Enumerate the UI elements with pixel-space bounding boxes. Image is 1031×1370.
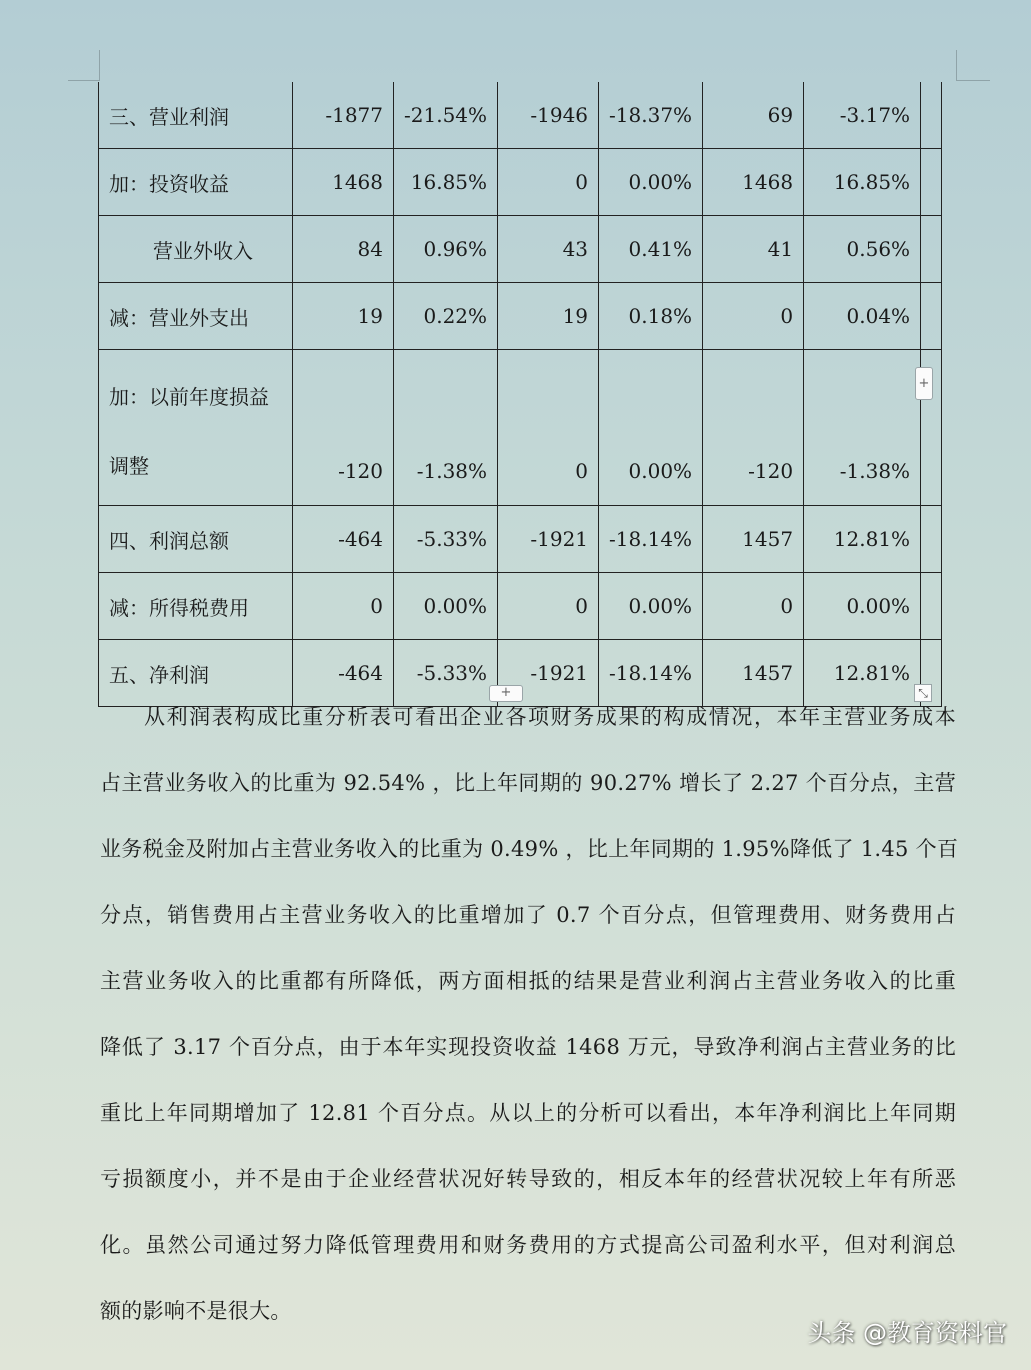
row-label: 三、营业利润 — [99, 82, 293, 149]
paragraph-line: 占主营业务收入的比重为 92.54% ，比上年同期的 90.27% 增长了 2.27 个百分点，主营 — [100, 771, 956, 795]
table-cell: 0 — [293, 573, 394, 640]
table-row — [99, 82, 942, 149]
table-cell: 16.85% — [804, 149, 921, 216]
table-cell: 0 — [703, 573, 804, 640]
table-cell: -1946 — [498, 82, 599, 149]
table-cell: -18.14% — [599, 506, 703, 573]
table-cell: 69 — [703, 82, 804, 149]
table-resize-handle[interactable]: ⤡ — [914, 684, 932, 702]
watermark: 头条 @教育资料官 — [807, 1319, 1007, 1347]
table-cell-empty — [921, 82, 942, 149]
table-cell: -120 — [293, 350, 394, 506]
table-cell: -3.17% — [804, 82, 921, 149]
table-cell: 0 — [498, 350, 599, 506]
table-cell: -1.38% — [804, 350, 921, 506]
table-cell-empty — [921, 283, 942, 350]
table-cell-empty — [921, 506, 942, 573]
paragraph-line: 分点，销售费用占主营业务收入的比重增加了 0.7 个百分点，但管理费用、财务费用占 — [100, 903, 956, 927]
table-cell: 12.81% — [804, 640, 921, 707]
paragraph-line: 亏损额度小，并不是由于企业经营状况好转导致的，相反本年的经营状况较上年有所恶 — [100, 1167, 956, 1191]
table-cell: 0.22% — [394, 283, 498, 350]
add-column-button[interactable]: + — [489, 685, 523, 702]
page-corner-mark-top-right — [956, 50, 990, 81]
table-cell: 0 — [498, 573, 599, 640]
table-cell-empty — [921, 149, 942, 216]
table-cell: -1921 — [498, 506, 599, 573]
paragraph-line: 降低了 3.17 个百分点，由于本年实现投资收益 1468 万元，导致净利润占主营业务的比 — [100, 1035, 956, 1059]
table-cell: -21.54% — [394, 82, 498, 149]
row-label: 减：营业外支出 — [99, 283, 293, 350]
profit-structure-table — [98, 82, 942, 707]
table-cell: 12.81% — [804, 506, 921, 573]
table-cell: -5.33% — [394, 640, 498, 707]
table-row — [99, 149, 942, 216]
table-cell: -1877 — [293, 82, 394, 149]
row-label: 营业外收入 — [99, 216, 293, 283]
table-cell-empty — [921, 573, 942, 640]
paragraph-line: 化。虽然公司通过努力降低管理费用和财务费用的方式提高公司盈利水平，但对利润总 — [100, 1233, 956, 1257]
table-cell: 43 — [498, 216, 599, 283]
row-label-line: 调整 — [109, 453, 149, 478]
table-row — [99, 350, 942, 506]
table-cell: 0.00% — [599, 350, 703, 506]
table-cell: 1468 — [293, 149, 394, 216]
table-cell: 0.00% — [394, 573, 498, 640]
row-label — [99, 350, 293, 506]
table-cell: 19 — [293, 283, 394, 350]
table-cell: 0.00% — [599, 149, 703, 216]
table-cell: 0 — [703, 283, 804, 350]
table-row — [99, 573, 942, 640]
add-row-button[interactable]: + — [915, 367, 933, 400]
table-cell: 0.00% — [804, 573, 921, 640]
table-cell: 84 — [293, 216, 394, 283]
paragraph-line: 重比上年同期增加了 12.81 个百分点。从以上的分析可以看出，本年净利润比上年同期 — [100, 1101, 956, 1125]
table-cell: 0 — [498, 149, 599, 216]
table-cell: 1457 — [703, 506, 804, 573]
table-cell: 19 — [498, 283, 599, 350]
table-cell: 1457 — [703, 640, 804, 707]
paragraph-line: 业务税金及附加占主营业务收入的比重为 0.49% ，比上年同期的 1.95%降低了 1.45 个百 — [100, 837, 959, 861]
table-cell: 16.85% — [394, 149, 498, 216]
table-cell: 0.18% — [599, 283, 703, 350]
table-cell: -5.33% — [394, 506, 498, 573]
paragraph-line: 从利润表构成比重分析表可看出企业各项财务成果的构成情况，本年主营业务成本 — [144, 705, 956, 729]
table-row — [99, 216, 942, 283]
table-cell: -464 — [293, 506, 394, 573]
table-cell: -464 — [293, 640, 394, 707]
row-label-wrap — [109, 377, 282, 479]
table-row — [99, 283, 942, 350]
table-cell: -18.37% — [599, 82, 703, 149]
table-cell-empty — [921, 216, 942, 283]
table-cell: 41 — [703, 216, 804, 283]
table-cell: 0.04% — [804, 283, 921, 350]
table-cell: 0.00% — [599, 573, 703, 640]
table-row — [99, 506, 942, 573]
table-cell: -120 — [703, 350, 804, 506]
table-cell: 0.96% — [394, 216, 498, 283]
table-cell: 1468 — [703, 149, 804, 216]
row-label: 四、利润总额 — [99, 506, 293, 573]
table-cell: -18.14% — [599, 640, 703, 707]
table-cell: -1.38% — [394, 350, 498, 506]
analysis-paragraph — [100, 684, 959, 1344]
page-corner-mark-top-left — [68, 50, 100, 81]
row-label-line: 加：以前年度损益 — [109, 384, 269, 409]
paragraph-line: 主营业务收入的比重都有所降低，两方面相抵的结果是营业利润占主营业务收入的比重 — [100, 969, 956, 993]
row-label: 加：投资收益 — [99, 149, 293, 216]
row-label: 五、净利润 — [99, 640, 293, 707]
row-label: 减：所得税费用 — [99, 573, 293, 640]
paragraph-line: 额的影响不是很大。 — [100, 1299, 292, 1323]
table-cell: 0.56% — [804, 216, 921, 283]
table-cell: 0.41% — [599, 216, 703, 283]
table-cell: -1921 — [498, 640, 599, 707]
